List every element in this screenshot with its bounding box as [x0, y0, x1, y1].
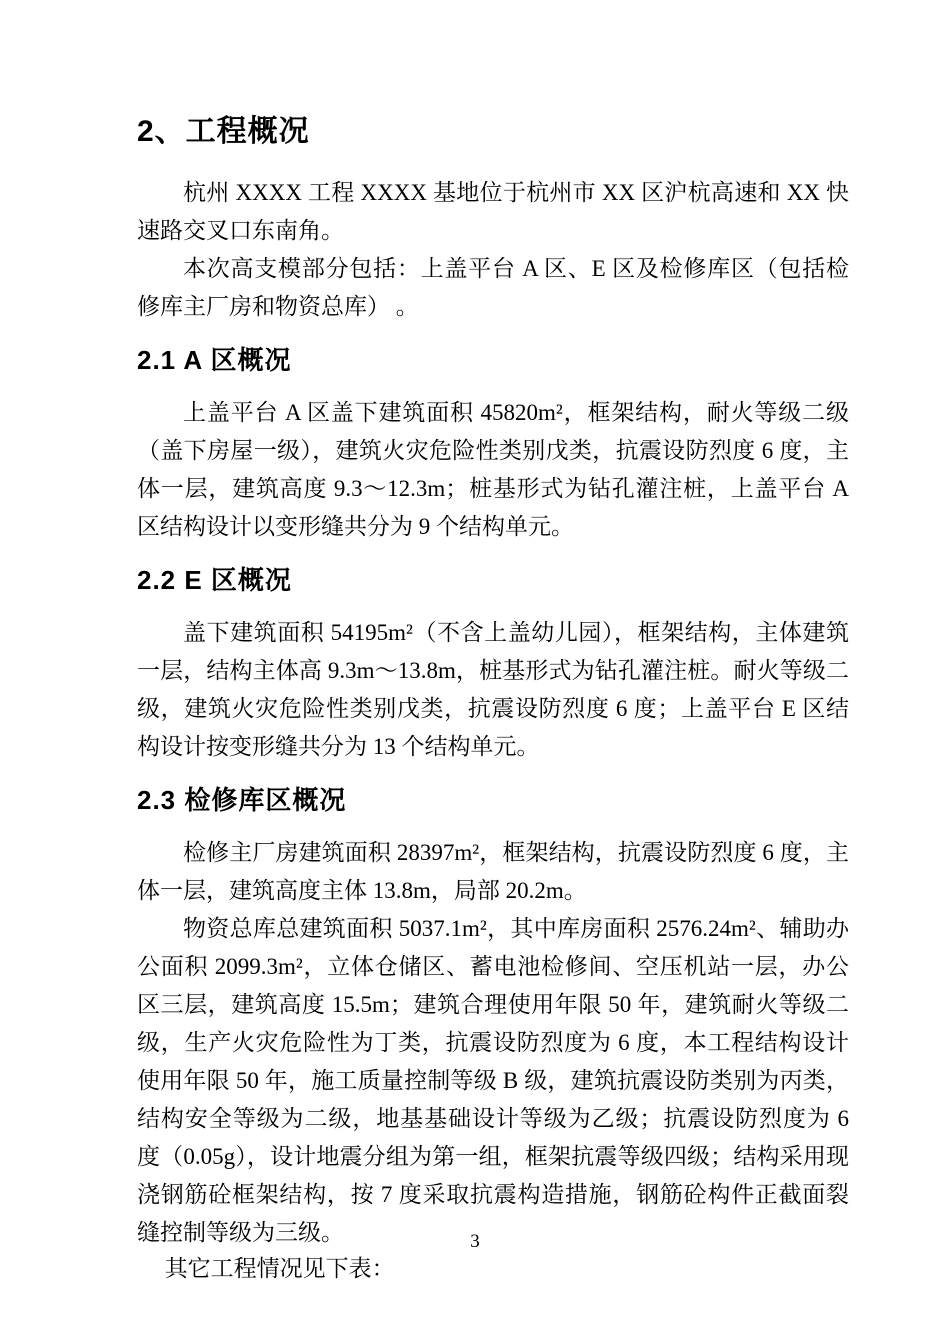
intro-paragraph-location: 杭州 XXXX 工程 XXXX 基地位于杭州市 XX 区沪杭高速和 XX 快速路交叉口东南角。: [137, 180, 849, 243]
section-heading-area-e: 2.2 E 区概况: [137, 565, 292, 595]
chapter-heading: 2、工程概况: [137, 115, 310, 148]
section-paragraph-area-a: 上盖平台 A 区盖下建筑面积 45820m²，框架结构，耐火等级二级（盖下房屋一级），建筑火灾危险性类别戊类，抗震设防烈度 6 度，主体一层，建筑高度 9.3～12.3m；桩基形式为钻孔灌注桩，上盖平台 A 区结构设计以变形缝共分为 9 个结构单元。: [137, 400, 849, 539]
section-paragraph-depot-main-building: 检修主厂房建筑面积 28397m²，框架结构，抗震设防烈度 6 度，主体一层，建筑高度主体 13.8m，局部 20.2m。: [137, 840, 849, 903]
section-heading-depot-area: 2.3 检修库区概况: [137, 785, 347, 815]
page-number: 3: [470, 1231, 480, 1252]
document-content: [137, 112, 849, 1286]
section-heading-area-a: 2.1 A 区概况: [137, 345, 292, 375]
intro-paragraph-scope: 本次高支模部分包括：上盖平台 A 区、E 区及检修库区（包括检修库主厂房和物资总库） 。: [137, 256, 849, 319]
section-paragraph-area-e: 盖下建筑面积 54195m²（不含上盖幼儿园），框架结构，主体建筑一层，结构主体高 9.3m～13.8m，桩基形式为钻孔灌注桩。耐火等级二级，建筑火灾危险性类别戊类，抗震设防烈度 6 度；上盖平台 E 区结构设计按变形缝共分为 13 个结构单元。: [137, 620, 849, 759]
section-paragraph-materials-warehouse: 物资总库总建筑面积 5037.1m²，其中库房面积 2576.24m²、辅助办公面积 2099.3m²，立体仓储区、蓄电池检修间、空压机站一层，办公区三层，建筑高度 15.5m；建筑合理使用年限 50 年，建筑耐火等级二级，生产火灾危险性为丁类，抗震设防烈度为 6 度，本工程结构设计使用年限 50 年，施工质量控制等级 B 级，建筑抗震设防类别为丙类，结构安全等级为二级，地基基础设计等级为乙级；抗震设防烈度为 6 度（0.05g），设计地震分组为第一组，框架抗震等级四级；结构采用现浇钢筋砼框架结构，按 7 度采取抗震构造措施，钢筋砼构件正截面裂缝控制等级为三级。: [137, 916, 849, 1245]
table-reference-note: 其它工程情况见下表：: [164, 1256, 395, 1281]
